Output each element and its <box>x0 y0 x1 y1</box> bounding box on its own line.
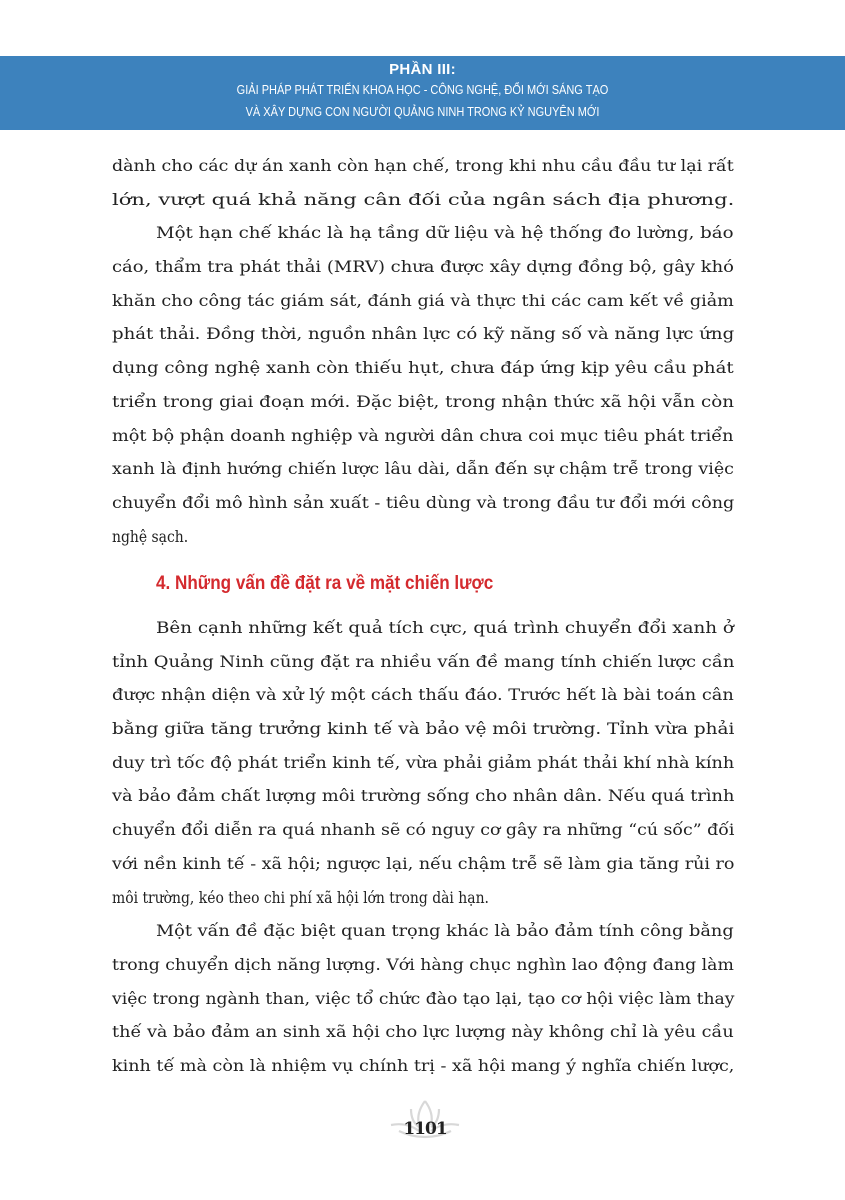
page-footer <box>385 1095 465 1145</box>
text-line: bằng giữa tăng trưởng kinh tế và bảo vệ môi trường. Tỉnh vừa phải <box>112 719 735 739</box>
body-text-top <box>112 149 734 553</box>
text-line: được nhận diện và xử lý một cách thấu đáo. Trước hết là bài toán cân <box>112 685 734 705</box>
text-line: tỉnh Quảng Ninh cũng đặt ra nhiều vấn đề mang tính chiến lược cần <box>112 651 735 671</box>
text-line: chuyển đổi diễn ra quá nhanh sẽ có nguy cơ gây ra những “cú sốc” đối <box>112 820 735 840</box>
text-line: xanh là định hướng chiến lược lâu dài, dẫn đến sự chậm trễ trong việc <box>112 459 734 479</box>
page-number: 1101 <box>403 1119 447 1139</box>
text-line: trong chuyển dịch năng lượng. Với hàng chục nghìn lao động đang làm <box>112 954 734 974</box>
text-line: Một vấn đề đặc biệt quan trọng khác là bảo đảm tính công bằng <box>156 921 734 941</box>
text-line: với nền kinh tế - xã hội; ngược lại, nếu chậm trễ sẽ làm gia tăng rủi ro <box>112 853 735 873</box>
text-line: việc trong ngành than, việc tổ chức đào tạo lại, tạo cơ hội việc làm thay <box>112 988 735 1008</box>
text-line: Bên cạnh những kết quả tích cực, quá trình chuyển đổi xanh ở <box>156 618 734 637</box>
text-line: duy trì tốc độ phát triển kinh tế, vừa phải giảm phát thải khí nhà kính <box>112 752 735 772</box>
part-subtitle-line-2: VÀ XÂY DỰNG CON NGƯỜI QUẢNG NINH TRONG KỶ NGUYÊN MỚI <box>245 105 600 119</box>
part-subtitle-line-1: GIẢI PHÁP PHÁT TRIỂN KHOA HỌC - CÔNG NGHỆ, ĐỔI MỚI SÁNG TẠO <box>236 83 609 97</box>
text-line: thế và bảo đảm an sinh xã hội cho lực lượng này không chỉ là yêu cầu <box>112 1022 734 1042</box>
text-line: lớn, vượt quá khả năng cân đối của ngân sách địa phương. <box>112 189 735 209</box>
text-line: khăn cho công tác giám sát, đánh giá và thực thi các cam kết về giảm <box>112 290 734 310</box>
section-banner <box>0 56 845 130</box>
text-line: dành cho các dự án xanh còn hạn chế, trong khi nhu cầu đầu tư lại rất <box>112 156 734 175</box>
text-line: chuyển đổi mô hình sản xuất - tiêu dùng và trong đầu tư đổi mới công <box>112 492 735 512</box>
text-line: môi trường, kéo theo chi phí xã hội lớn trong dài hạn. <box>112 887 489 907</box>
section-heading: 4. Những vấn đề đặt ra về mặt chiến lược <box>156 573 494 594</box>
text-line: và bảo đảm chất lượng môi trường sống cho nhân dân. Nếu quá trình <box>112 786 735 806</box>
body-text-bottom <box>112 611 734 1083</box>
text-line: phát thải. Đồng thời, nguồn nhân lực có kỹ năng số và năng lực ứng <box>112 324 735 344</box>
text-line: kinh tế mà còn là nhiệm vụ chính trị - xã hội mang ý nghĩa chiến lược, <box>112 1055 735 1075</box>
text-line: triển trong giai đoạn mới. Đặc biệt, trong nhận thức xã hội vẫn còn <box>112 391 734 411</box>
text-line: một bộ phận doanh nghiệp và người dân chưa coi mục tiêu phát triển <box>112 425 734 445</box>
text-line: nghệ sạch. <box>112 526 189 546</box>
text-line: cáo, thẩm tra phát thải (MRV) chưa được xây dựng đồng bộ, gây khó <box>112 257 734 277</box>
text-line: dụng công nghệ xanh còn thiếu hụt, chưa đáp ứng kịp yêu cầu phát <box>112 358 734 378</box>
part-title: PHẦN III: <box>389 61 456 78</box>
text-line: Một hạn chế khác là hạ tầng dữ liệu và hệ thống đo lường, báo <box>156 223 734 243</box>
